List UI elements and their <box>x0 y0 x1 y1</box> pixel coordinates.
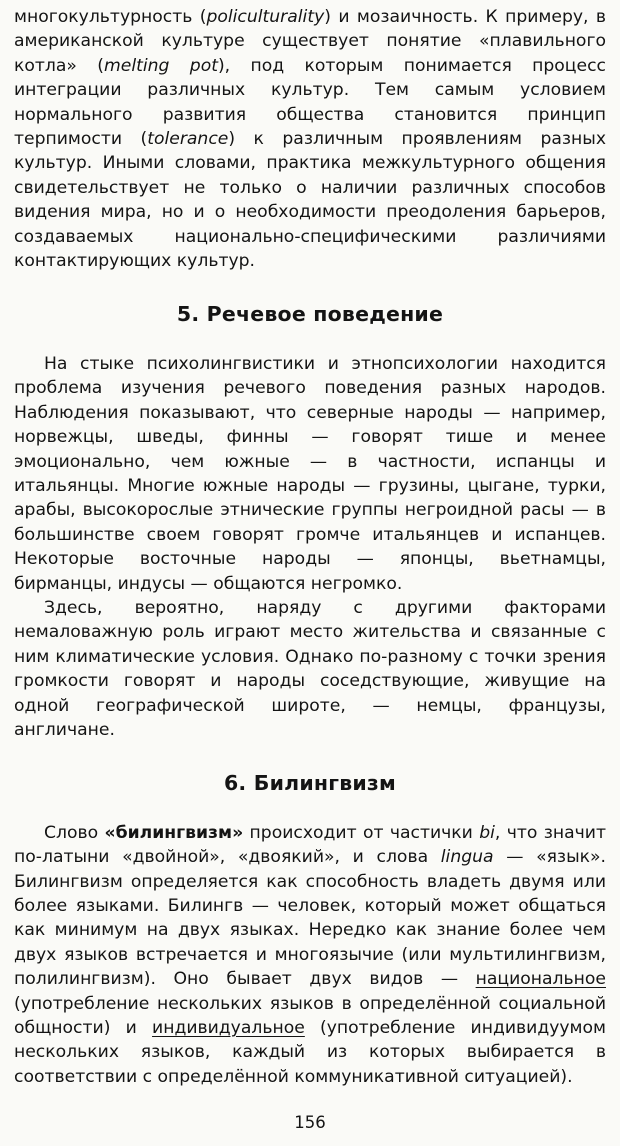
paragraph-bilingualism <box>14 821 606 1089</box>
text-segment: происходит от частички <box>243 822 480 843</box>
latin-term-policulturality: policulturality <box>206 7 325 27</box>
text-segment: ), под которым понимается процесс интеграции различных культур. Тем самым условием нормального развития общества становится принцип терпимости ( <box>14 55 606 150</box>
text-segment: , что значит по-латыни «двойной», «двоякий», и слова <box>14 822 606 868</box>
paragraph-speech-behavior-2: Здесь, вероятно, наряду с другими факторами немаловажную роль играют место жительства и связанные с ним климатические условия. Однако по-разному с точки зрения громкости говорят и народы соседствующие, живущие на одной географической широте, — немцы, французы, англичане. <box>14 597 606 740</box>
text-segment: (употребление индивидуумом нескольких языков, каждый из которых выбирается в соответствии с определённой коммуникативной ситуацией). <box>14 1018 606 1087</box>
term-bilingualism: «билингвизм» <box>104 822 244 843</box>
text-segment: — «язык». Билингвизм определяется как способность владеть двумя или более языками. Билингв — человек, который может общаться как минимум на двух языках. Нередко как знание более чем двух языков встречается и многоязычие (или мультилингвизм, полилингвизм). Оно бывает двух видов — <box>14 847 607 990</box>
latin-term-lingua: lingua <box>440 847 494 868</box>
text-segment: ) к различным проявлениям разных культур. Иными словами, практика межкультурного общения свидетельствует не только о наличии различных способов видения мира, но и о необходимости преодоления барьеров, создаваемых национально-специфическими различиями контактирующих культур. <box>14 129 607 272</box>
latin-term-melting-pot: melting pot <box>104 55 218 76</box>
term-national: национальное <box>475 969 606 990</box>
text-segment: Слово <box>44 822 105 843</box>
text-segment: многокультурность ( <box>14 7 207 27</box>
latin-term-bi: bi <box>479 822 495 843</box>
text-segment: ) и мозаичность. К примеру, в американской культуре существует понятие «плавильного котла» ( <box>14 7 606 76</box>
latin-term-tolerance: tolerance <box>147 129 229 150</box>
heading-speech-behavior: 5. Речевое поведение <box>176 302 444 327</box>
term-individual: индивидуальное <box>152 1018 305 1039</box>
text-segment: (употребление нескольких языков в определённой социальной общности) и <box>14 993 606 1039</box>
heading-bilingualism: 6. Билингвизм <box>223 771 397 796</box>
paragraph-multiculturality <box>14 5 606 273</box>
page-number: 156 <box>294 1113 326 1133</box>
paragraph-speech-behavior-1: На стыке психолингвистики и этнопсихологии находится проблема изучения речевого поведения разных народов. Наблюдения показывают, что северные народы — например, норвежцы, шведы, финны — говорят тише и менее эмоционально, чем южные — в частности, испанцы и итальянцы. Многие южные народы — грузины, цыгане, турки, арабы, высокорослые этнические группы негроидной расы — в большинстве своем говорят громче итальянцев и испанцев. Некоторые восточные народы — японцы, вьетнамцы, бирманцы, индусы — общаются негромко. <box>14 353 606 594</box>
